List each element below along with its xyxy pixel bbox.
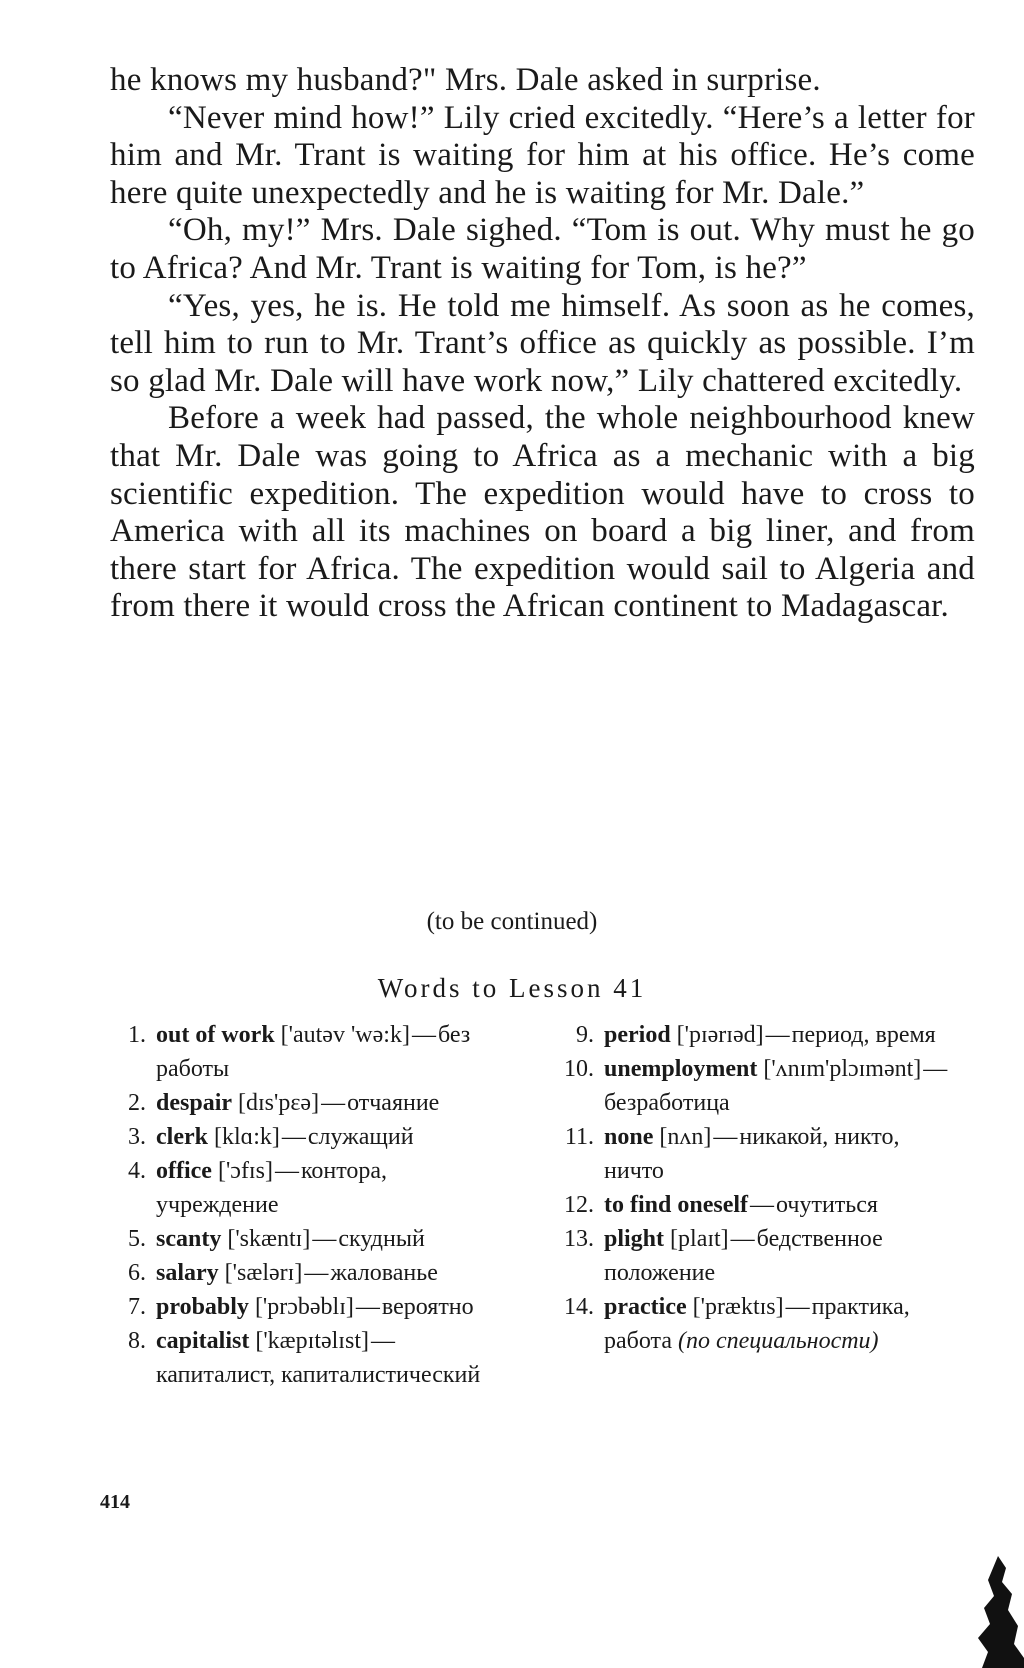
entry-transcription: ['ʌnɪm'plɔɪmənt]: [763, 1056, 922, 1082]
vocabulary-entry: 6. salary ['sælərɪ]—жалованье: [112, 1256, 504, 1290]
entry-transcription: ['kæpɪtəlɪst]: [255, 1328, 369, 1354]
story-paragraph: he knows my husband?" Mrs. Dale asked in surprise.: [110, 62, 821, 98]
entry-transcription: [dɪs'pɛə]: [238, 1090, 320, 1116]
entry-number: 14.: [564, 1294, 594, 1320]
vocabulary-entry: 3. clerk [klɑ:k]—служащий: [112, 1120, 504, 1154]
entry-transcription: ['prɔbəblɪ]: [254, 1294, 354, 1320]
entry-translation: бедственное положение: [604, 1226, 883, 1286]
story-paragraph: “Never mind how!” Lily cried excitedly. “Here’s a letter for him and Mr. Trant is waiting for him at his office. He’s come here quite unexpectedly and he is waiting for Mr. Dale.”: [110, 99, 975, 211]
continued-note: (to be continued): [426, 908, 598, 935]
vocabulary-right-column: [560, 1018, 965, 1358]
entry-term: plight: [604, 1226, 665, 1252]
entry-transcription: ['sælərɪ]: [224, 1260, 303, 1286]
entry-translation: очутиться: [776, 1192, 878, 1218]
story-paragraph: “Oh, my!” Mrs. Dale sighed. “Tom is out. Why must he go to Africa? And Mr. Trant is waiting for Tom, is he?”: [110, 212, 975, 286]
entry-transcription: ['pɪərɪəd]: [676, 1022, 764, 1048]
entry-translation: капиталист, капиталистический: [156, 1362, 481, 1388]
entry-number: 2.: [128, 1090, 146, 1116]
entry-translation: практика, работа: [604, 1294, 910, 1354]
entry-term: capitalist: [156, 1328, 250, 1354]
vocabulary-entry: 13. plight [plaɪt]—бедственное положение: [560, 1222, 965, 1290]
entry-transcription: ['autəv 'wə:k]: [280, 1022, 410, 1048]
entry-number: 1.: [128, 1022, 146, 1048]
vocabulary-entry: 8. capitalist ['kæpɪtəlɪst]—капиталист, капиталистический: [112, 1324, 504, 1392]
entry-translation: скудный: [338, 1226, 425, 1252]
vocabulary-entry: 10. unemployment ['ʌnɪm'plɔɪmənt]—безработица: [560, 1052, 965, 1120]
entry-term: to find oneself: [604, 1192, 748, 1218]
page-number: 414: [100, 1491, 130, 1513]
entry-translation: период, время: [791, 1022, 936, 1048]
entry-transcription: ['skæntɪ]: [227, 1226, 311, 1252]
vocabulary-entry: 14. practice ['præktɪs]—практика, работа (по специальности): [560, 1290, 965, 1358]
entry-number: 11.: [564, 1124, 594, 1150]
entry-translation: никакой, никто, ничто: [604, 1124, 900, 1184]
entry-term: none: [604, 1124, 654, 1150]
entry-term: probably: [156, 1294, 249, 1320]
entry-transcription: ['præktɪs]: [692, 1294, 784, 1320]
vocabulary-entry: 5. scanty ['skæntɪ]—скудный: [112, 1222, 504, 1256]
story-paragraph: Before a week had passed, the whole neighbourhood knew that Mr. Dale was going to Africa as a mechanic with a big scientific expedition. The expedition would have to cross to America with all its machines on board a big liner, and from there start for Africa. The expedition would sail to Algeria and from there it would cross the African continent to Madagascar.: [110, 400, 975, 625]
entry-number: 5.: [128, 1226, 146, 1252]
entry-translation: контора, учреждение: [156, 1158, 388, 1218]
vocabulary-entry: 12. to find oneself—очутиться: [560, 1188, 965, 1222]
vocabulary-entry: 4. office ['ɔfɪs]—контора, учреждение: [112, 1154, 504, 1222]
ink-smudge-mark: [968, 1548, 1024, 1668]
entry-term: practice: [604, 1294, 687, 1320]
entry-translation: служащий: [307, 1124, 414, 1150]
entry-number: 6.: [128, 1260, 146, 1286]
entry-translation: вероятно: [381, 1294, 474, 1320]
vocabulary-entry: 1. out of work ['autəv 'wə:k]—без работы: [112, 1018, 504, 1086]
vocabulary-entry: 2. despair [dɪs'pɛə]—отчаяние: [112, 1086, 504, 1120]
entry-translation: жалованье: [330, 1260, 438, 1286]
vocabulary-left-column: [112, 1018, 504, 1392]
entry-number: 4.: [128, 1158, 146, 1184]
entry-number: 7.: [128, 1294, 146, 1320]
entry-term: salary: [156, 1260, 219, 1286]
entry-note: (по специальности): [677, 1328, 879, 1354]
entry-transcription: [klɑ:k]: [213, 1124, 280, 1150]
vocabulary-entry: 11. none [nʌn]—никакой, никто, ничто: [560, 1120, 965, 1188]
entry-term: period: [604, 1022, 671, 1048]
entry-number: 3.: [128, 1124, 146, 1150]
vocabulary-entry: 7. probably ['prɔbəblɪ]—вероятно: [112, 1290, 504, 1324]
entry-term: unemployment: [604, 1056, 758, 1082]
entry-term: office: [156, 1158, 212, 1184]
entry-transcription: [plaɪt]: [670, 1226, 729, 1252]
entry-translation: безработица: [604, 1090, 730, 1116]
vocabulary-title: Words to Lesson 41: [377, 973, 647, 1003]
entry-term: out of work: [156, 1022, 275, 1048]
entry-number: 12.: [564, 1192, 594, 1218]
story-text: [110, 62, 975, 626]
vocabulary-entry: 9. period ['pɪərɪəd]—период, время: [560, 1018, 965, 1052]
entry-term: clerk: [156, 1124, 208, 1150]
entry-translation: отчаяние: [347, 1090, 440, 1116]
entry-term: despair: [156, 1090, 233, 1116]
entry-number: 9.: [576, 1022, 594, 1048]
entry-number: 13.: [564, 1226, 594, 1252]
entry-transcription: ['ɔfɪs]: [217, 1158, 273, 1184]
entry-translation: без работы: [156, 1022, 471, 1082]
entry-term: scanty: [156, 1226, 222, 1252]
entry-number: 8.: [128, 1328, 146, 1354]
entry-transcription: [nʌn]: [659, 1124, 712, 1150]
entry-number: 10.: [564, 1056, 594, 1082]
story-paragraph: “Yes, yes, he is. He told me himself. As soon as he comes, tell him to run to Mr. Trant’s office as quickly as possible. I’m so glad Mr. Dale will have work now,” Lily chattered excitedly.: [110, 287, 975, 399]
